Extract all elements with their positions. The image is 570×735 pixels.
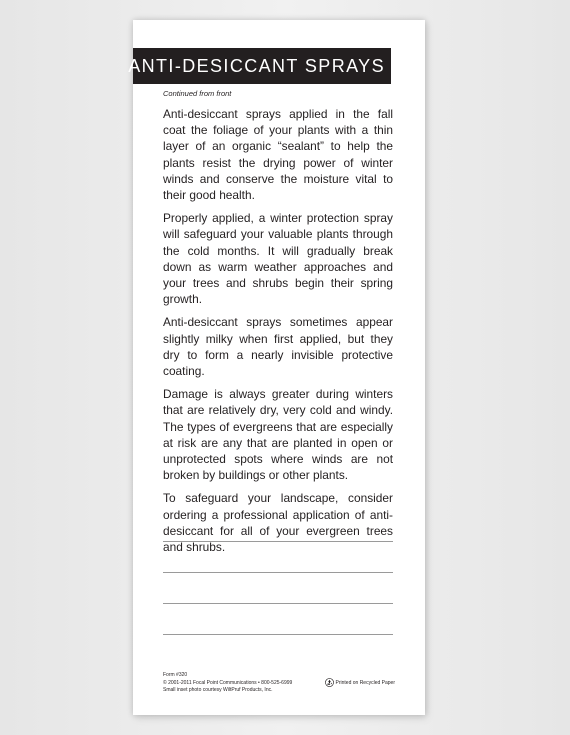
paragraph: Anti-desiccant sprays sometimes appear slightly milky when first applied, but they dry to form a nearly invisible protective coating. [163, 315, 393, 379]
photo-credit: Small inset photo courtesy WiltPruf Products, Inc. [163, 687, 273, 694]
recycled-note [325, 678, 395, 687]
recycled-label: Printed on Recycled Paper [335, 679, 395, 686]
writing-line [163, 603, 393, 604]
paragraph: To safeguard your landscape, consider ordering a professional application of anti-desiccant for all of your evergreen trees and shrubs. [163, 491, 393, 555]
title-bar [128, 48, 391, 84]
continued-note: Continued from front [163, 89, 232, 98]
writing-line [163, 634, 393, 635]
form-number: Form #320 [163, 672, 188, 678]
copyright: © 2001-2011 Focal Point Communications • 800-525-6999 [163, 679, 293, 686]
writing-lines [163, 541, 393, 665]
leaflet-card [128, 20, 425, 715]
footer-row [163, 678, 395, 687]
body-text [163, 106, 393, 562]
page-title: ANTI-DESICCANT SPRAYS [128, 55, 385, 76]
writing-line [163, 541, 393, 542]
paragraph: Anti-desiccant sprays applied in the fall coat the foliage of your plants with a thin layer of an organic “sealant” to help the plants resist the drying power of winter winds and conserve the moisture vital to their good health. [163, 107, 393, 203]
recycle-icon [325, 678, 334, 687]
paragraph: Damage is always greater during winters that are relatively dry, very cold and windy. The types of evergreens that are especially at risk are any that are planted in open or unprotected spots where winds are not broken by buildings or other plants. [163, 387, 393, 483]
paragraph: Properly applied, a winter protection spray will safeguard your valuable plants through the cold months. It will gradually break down as warm weather approaches and your trees and shrubs begin their spring growth. [163, 211, 393, 307]
footer [163, 672, 395, 694]
writing-line [163, 572, 393, 573]
